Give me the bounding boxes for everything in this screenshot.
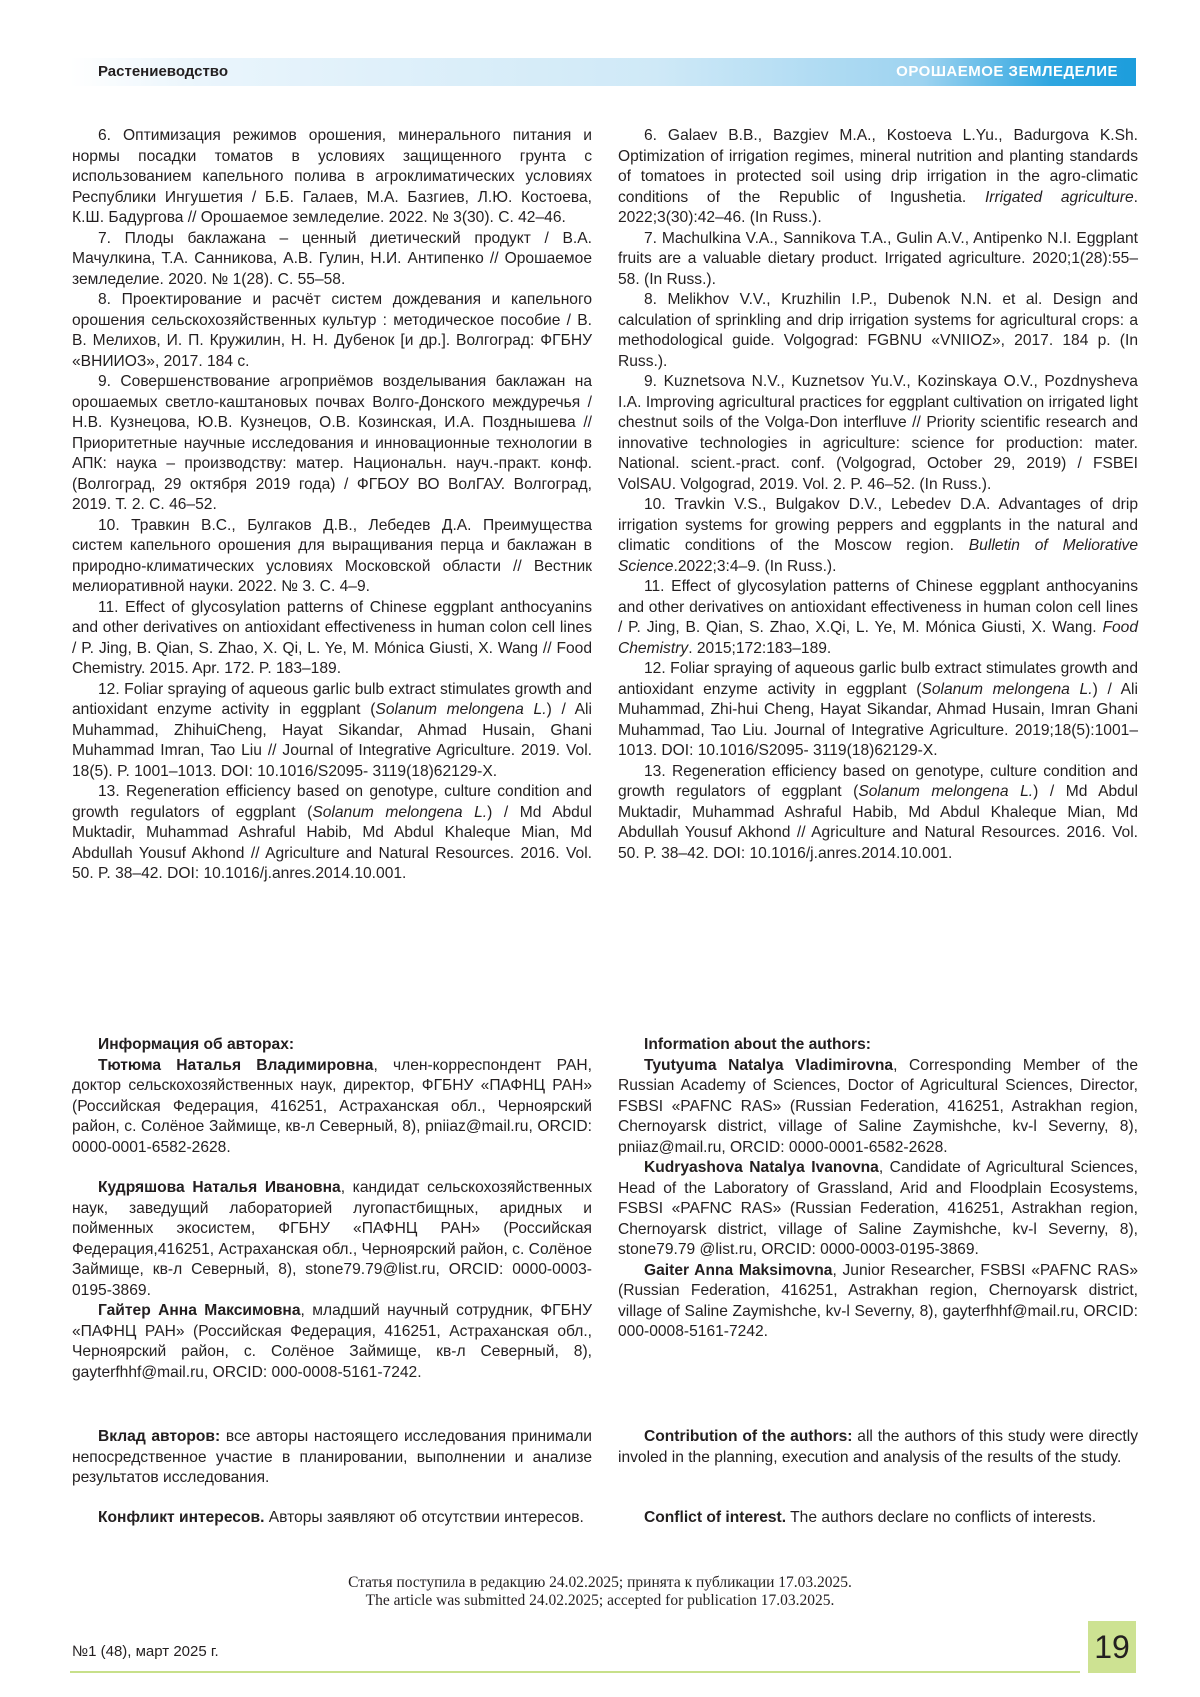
conflict-label: Конфликт интересов. [98,1509,265,1526]
author-name: Kudryashova Natalya Ivanovna [644,1159,879,1176]
conflict-text: The authors declare no conflicts of interests. [786,1509,1097,1526]
contribution-ru [72,1427,592,1489]
reference-item: 7. Machulkina V.A., Sannikova T.A., Gulin A.V., Antipenko N.I. Eggplant fruits are a valuable dietary product. Irrigated agriculture. 2020;1(28):55–58. (In Russ.). [618,229,1138,288]
reference-item: 8. Melikhov V.V., Kruzhilin I.P., Dubenok N.N. et al. Design and calculation of sprinkling and drip irrigation systems for agricultural crops: a methodological guide. Volgograd: FGBNU «VNIIOZ», 2017. 184 p. (In Russ.). [618,291,1138,370]
authors-ru [72,1035,592,1383]
reference-item: 11. Effect of glycosylation patterns of Chinese eggplant anthocyanins and other derivatives on antioxidant effectiveness in human colon cell lines / P. Jing, B. Qian, S. Zhao, X.Qi, L. Ye, M. Mónica Giusti, X. Wang. Food Chemistry. 2015;172:183–189. [618,578,1138,657]
author-details: , кандидат сельскохозяйственных наук, заведущий лабораторией лугопастбищных, аридных и пойменных экосистем, ФГБНУ «ПАФНЦ РАН» (Российская Федерация,416251, Астраханская обл., Черноярский район, с. Солёное Займище, кв-л Северный, 8), stone79.79@list.ru, ORCID: 0000-0003-0195-3869. [72,1179,592,1299]
reference-item: 6. Оптимизация режимов орошения, минерального питания и нормы посадки томатов в условиях защищенного грунта с использованием капельного полива в агроклиматических условиях Республики Ингушетия / Б.Б. Галаев, М.А. Базгиев, Л.Ю. Костоева, К.Ш. Бадургова // Орошаемое земледелие. 2022. № 3(30). С. 42–46. [72,127,592,226]
author-entry [72,1301,592,1383]
journal-title: ОРОШАЕМОЕ ЗЕМЛЕДЕЛИЕ [896,63,1118,80]
running-header [70,58,1136,86]
reference-item: 10. Travkin V.S., Bulgakov D.V., Lebedev D.A. Advantages of drip irrigation systems for growing peppers and eggplants in the natural and climatic conditions of the Moscow region. Bulletin of Meliorative Science.2022;3:4–9. (In Russ.). [618,496,1138,575]
contribution-text: все авторы настоящего исследования принимали непосредственное участие в планировании, выполнении и анализе результатов исследования. [72,1428,593,1486]
author-entry [618,1261,1138,1343]
page-number: 19 [1088,1621,1136,1673]
conflict-ru [72,1508,592,1529]
authors-heading: Information about the authors: [644,1036,871,1053]
author-details: , член-корреспондент РАН, доктор сельскохозяйственных наук, директор, ФГБНУ «ПАФНЦ РАН» (Российская Федерация, 416251, Астраханская обл., Черноярский район, с. Солёное Займище, кв-л Северный, 8), pniiaz@mail.ru, ORCID: 0000-0001-6582-2628. [72,1056,592,1156]
author-entry [72,1178,592,1301]
submission-notice-en: The article was submitted 24.02.2025; accepted for publication 17.03.2025. [365,1592,835,1609]
reference-item: 13. Regeneration efficiency based on genotype, culture condition and growth regulators of eggplant (Solanum melongena L.) / Md Abdul Muktadir, Muhammad Ashraful Habib, Md Abdul Khaleque Mian, Md Abdullah Yousuf Akhond // Agriculture and Natural Resources. 2016. Vol. 50. P. 38–42. DOI: 10.1016/j.anres.2014.10.001. [618,762,1138,862]
reference-item: 13. Regeneration efficiency based on genotype, culture condition and growth regulators of eggplant (Solanum melongena L.) / Md Abdul Muktadir, Muhammad Ashraful Habib, Md Abdul Khaleque Mian, Md Abdullah Yousuf Akhond // Agriculture and Natural Resources. 2016. Vol. 50. P. 38–42. DOI: 10.1016/j.anres.2014.10.001. [72,783,592,882]
submission-notice [0,1574,1200,1610]
reference-item: 12. Foliar spraying of aqueous garlic bulb extract stimulates growth and antioxidant enzyme activity in eggplant (Solanum melongena L.) / Ali Muhammad, ZhihuiCheng, Hayat Sikandar, Ahmad Husain, Ghani Muhammad Imran, Tao Liu // Journal of Integrative Agriculture. 2019. Vol. 18(5). P. 1001–1013. DOI: 10.1016/S2095- 3119(18)62129-X. [72,680,592,780]
author-entry [618,1158,1138,1261]
author-name: Тютюма Наталья Владимировна [98,1056,374,1074]
author-details: , Candidate of Agricultural Sciences, Head of the Laboratory of Grassland, Arid and Floodplain Ecosystems, FSBSI «PAFNC RAS» (Russian Federation, 416251, Astrakhan region, Chernoyarsk district, village of Saline Zaymishche, kv-l Severny, 8), stone79.79 @list.ru, ORCID: 0000-0003-0195-3869. [618,1159,1138,1258]
author-details: , Corresponding Member of the Russian Academy of Sciences, Doctor of Agricultural Sciences, Director, FSBSI «PAFNC RAS» (Russian Federation, 416251, Astrakhan region, Chernoyarsk district, village of Saline Zaymishche, kv-l Severny, 8), pniiaz@mail.ru, ORCID: 0000-0001-6582-2628. [618,1056,1139,1156]
reference-item: 8. Проектирование и расчёт систем дождевания и капельного орошения сельскохозяйственных культур : методическое пособие / В. В. Мелихов, И. П. Кружилин, Н. Н. Дубенок [и др.]. Волгоград: ФГБНУ «ВНИИОЗ», 2017. 184 с. [72,291,592,370]
references-ru [72,126,592,885]
submission-notice-ru: Статья поступила в редакцию 24.02.2025; принята к публикации 17.03.2025. [348,1574,852,1591]
reference-item: 10. Травкин В.С., Булгаков Д.В., Лебедев Д.А. Преимущества систем капельного орошения для выращивания перца и баклажан в природно-климатических условиях Московской области // Вестник мелиоративной науки. 2022. № 3. С. 4–9. [72,516,592,595]
contribution-label: Вклад авторов: [98,1428,221,1445]
conflict-label: Conflict of interest. [644,1509,787,1526]
author-name: Gaiter Anna Maksimovna [644,1261,833,1279]
contribution-text: all the authors of this study were directly involed in the planning, execution and analysis of the results of the study. [618,1428,1139,1466]
author-name: Кудряшова Наталья Ивановна [98,1179,341,1196]
reference-item: 9. Совершенствование агроприёмов возделывания баклажан на орошаемых светло-каштановых почвах Волго-Донского междуречья / Н.В. Кузнецова, Ю.В. Кузнецов, О.В. Козинская, И.А. Позднышева // Приоритетные научные исследования и инновационные технологии в АПК: наука – производству: матер. Национальн. науч.-практ. конф. (Волгоград, 29 октября 2019 года) / ФГБОУ ВО ВолГАУ. Волгоград, 2019. Т. 2. С. 46–52. [72,373,592,513]
conflict-text: Авторы заявляют об отсутствии интересов. [264,1509,584,1526]
author-entry [72,1056,592,1159]
contribution-en [618,1427,1138,1468]
reference-item: 7. Плоды баклажана – ценный диетический продукт / В.А. Мачулкина, Т.А. Санникова, А.В. Гулин, Н.И. Антипенко // Орошаемое земледелие. 2020. № 1(28). С. 55–58. [72,229,592,288]
footer-divider [70,1671,1080,1673]
reference-item: 11. Effect of glycosylation patterns of Chinese eggplant anthocyanins and other derivatives on antioxidant effectiveness in human colon cell lines / P. Jing, B. Qian, S. Zhao, X. Qi, L. Ye, M. Mónica Giusti, X. Wang // Food Chemistry. 2015. Apr. 172. P. 183–189. [72,598,592,677]
reference-item: 9. Kuznetsova N.V., Kuznetsov Yu.V., Kozinskaya O.V., Pozdnysheva I.A. Improving agricultural practices for eggplant cultivation on irrigated light chestnut soils of the Volga-Don interfluve // Priority scientific research and innovative technologies in agriculture: science for production: mater. National. scient.-pract. conf. (Volgograd, October 29, 2019) / FSBEI VolSAU. Volgograd, 2019. Vol. 2. P. 46–52. (In Russ.). [618,373,1138,493]
reference-item: 6. Galaev B.B., Bazgiev M.A., Kostoeva L.Yu., Badurgova K.Sh. Optimization of irrigation regimes, mineral nutrition and planting standards of tomatoes in protected soil using drip irrigation in the agro-climatic conditions of the Republic of Ingushetia. Irrigated agriculture. 2022;3(30):42–46. (In Russ.). [618,127,1138,226]
author-details: , младший научный сотрудник, ФГБНУ «ПАФНЦ РАН» (Российская Федерация, 416251, Астраханская обл., Черноярский район, с. Солёное Займище, кв-л Северный, 8), gayterfhhf@mail.ru, ORCID: 000-0008-5161-7242. [72,1302,592,1381]
issue-info: №1 (48), март 2025 г. [72,1643,219,1660]
authors-heading: Информация об авторах: [98,1036,295,1053]
author-entry [618,1056,1138,1159]
author-name: Tyutyuma Natalya Vladimirovna [644,1056,894,1074]
authors-en [618,1035,1138,1343]
section-title: Растениеводство [98,63,228,80]
contribution-label: Contribution of the authors: [644,1428,853,1445]
author-name: Гайтер Анна Максимовна [98,1302,301,1319]
author-details: , Junior Researcher, FSBSI «PAFNC RAS» (Russian Federation, 416251, Astrakhan region, Chernoyarsk district, village of Saline Zaymishche, kv-l Severny, 8), gayterfhhf@mail.ru, ORCID: 000-0008-5161-7242. [618,1261,1138,1340]
reference-item: 12. Foliar spraying of aqueous garlic bulb extract stimulates growth and antioxidant enzyme activity in eggplant (Solanum melongena L.) / Ali Muhammad, Zhi-hui Cheng, Hayat Sikandar, Ahmad Husain, Imran Ghani Muhammad, Tao Liu. Journal of Integrative Agriculture. 2019;18(5):1001–1013. DOI: 10.1016/S2095- 3119(18)62129-X. [618,660,1138,759]
references-en [618,126,1138,864]
conflict-en [618,1508,1138,1529]
